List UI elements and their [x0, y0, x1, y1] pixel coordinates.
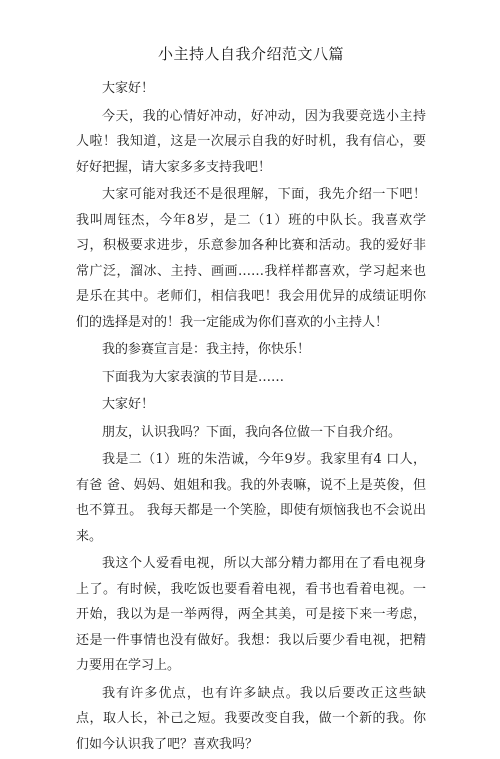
document-page [76, 44, 426, 759]
paragraph-7: 朋友，认识我吗？下面，我向各位做一下自我介绍。 [102, 424, 402, 440]
paragraph-3: 大家可能对我还不是很理解，下面，我先介绍一下吧！我叫周钰杰，今年8岁，是二（1）班的中队长。我喜欢学习，积极要求进步，乐意参加各种比赛和活动。我的爱好非常广泛，溜冰、主持、画画……我样样都喜欢，学习起来也是乐在其中。老师们，相信我吧！我会用优异的成绩证明你们的选择是对的！我一定能成为你们喜欢的小主持人！ [76, 187, 426, 330]
document-title: 小主持人自我介绍范文八篇 [157, 45, 344, 63]
paragraph-9: 我这个人爱看电视，所以大部分精力都用在了看电视身上了。有时候，我吃饭也要看着电视，看书也看着电视。一开始，我以为是一举两得，两全其美，可是接下来一考虑，还是一件事情也没有做好。我想：我以后要少看电视，把精力要用在学习上。 [76, 556, 426, 673]
paragraph-2: 今天，我的心情好冲动，好冲动，因为我要竞选小主持人啦！我知道，这是一次展示自我的好时机，我有信心，要好好把握，请大家多多支持我吧！ [76, 108, 426, 175]
paragraph-1: 大家好！ [102, 81, 155, 96]
paragraph-6: 大家好！ [102, 397, 155, 412]
paragraph-4: 我的参赛宣言是：我主持，你快乐！ [102, 342, 311, 357]
paragraph-8: 我是二（1）班的朱浩诚，今年9岁。我家里有4 口人，有爸 爸、妈妈、姐姐和我。我的外表嘛，说不上是英俊，但也不算丑。 我每天都是一个笑脸，即使有烦恼我也不会说出来。 [76, 452, 426, 544]
paragraph-5: 下面我为大家表演的节目是…… [102, 369, 285, 385]
paragraph-10: 我有许多优点，也有许多缺点。我以后要改正这些缺点，取人长，补己之短。我要改变自我，做一个新的我。你们如今认识我了吧？喜欢我吗？ [76, 685, 426, 752]
